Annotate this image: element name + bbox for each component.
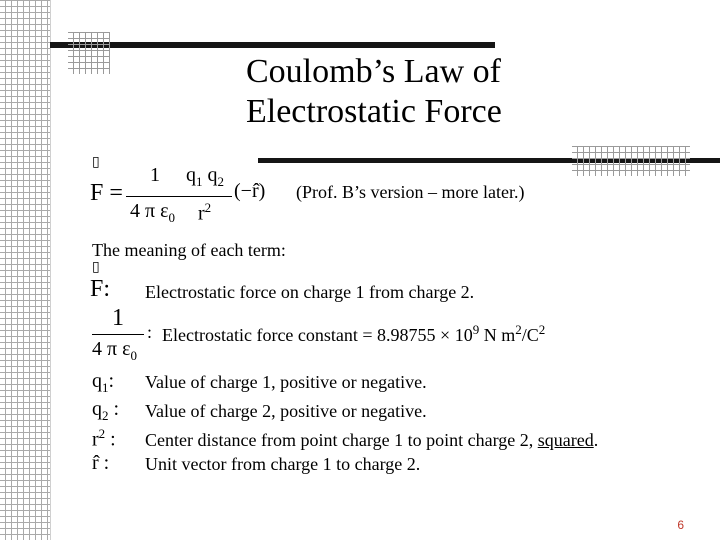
term-q2-symbol: $q_2$ :: [92, 398, 120, 423]
right-pattern-block: [572, 146, 690, 176]
term-k-colon: :: [147, 322, 153, 342]
term-q2-desc: Value of charge 2, positive or negative.: [145, 401, 427, 421]
term-r2-symbol: $r^2$ :: [92, 426, 116, 451]
left-border-edge: [50, 0, 51, 540]
term-f-symbol: F:: [90, 276, 111, 302]
left-border-pattern: [0, 0, 50, 540]
term-q1-symbol: $q_1$:: [92, 370, 115, 395]
term-q1-desc: Value of charge 1, positive or negative.: [145, 372, 427, 392]
term-rhat-symbol: r̂ :: [92, 452, 110, 474]
equation-den1: 4 π $\varepsilon_0$: [130, 200, 175, 225]
term-k-desc: Electrostatic force constant = $8.98755 \times 10^9$ N $m^2/C^2$: [162, 322, 546, 345]
equation-den2: $r^2$: [198, 200, 212, 225]
page-number: 6: [677, 518, 684, 532]
title-line-2: Electrostatic Force: [246, 93, 502, 130]
top-pattern-block: [68, 32, 110, 74]
force-vector-icon: ▯: [92, 260, 100, 275]
term-k-num: 1: [112, 305, 124, 331]
term-r2-desc: Center distance from point charge 1 to point charge 2, squared.: [145, 430, 599, 450]
terms-heading: The meaning of each term:: [92, 240, 286, 260]
title-line-1: Coulomb’s Law of: [246, 53, 501, 90]
term-k-den: 4 π $\varepsilon_0$: [92, 338, 137, 363]
term-rhat-desc: Unit vector from charge 1 to charge 2.: [145, 454, 421, 474]
vector-arrow-icon: ▯: [92, 155, 100, 170]
fraction-bar-2: [184, 196, 232, 197]
top-rule: [50, 42, 495, 48]
equation-num2: $q_1$ $q_2$: [186, 164, 224, 189]
equation-direction: (−r̂): [234, 180, 266, 202]
equation-num1: 1: [150, 164, 160, 186]
equation-note: (Prof. B’s version – more later.): [296, 182, 525, 202]
term-f-desc: Electrostatic force on charge 1 from charge 2.: [145, 282, 475, 302]
slide-title: [246, 52, 502, 132]
term-k-fraction-bar: [92, 334, 144, 335]
equation-lhs: F =: [90, 180, 123, 206]
fraction-bar-1: [126, 196, 186, 197]
